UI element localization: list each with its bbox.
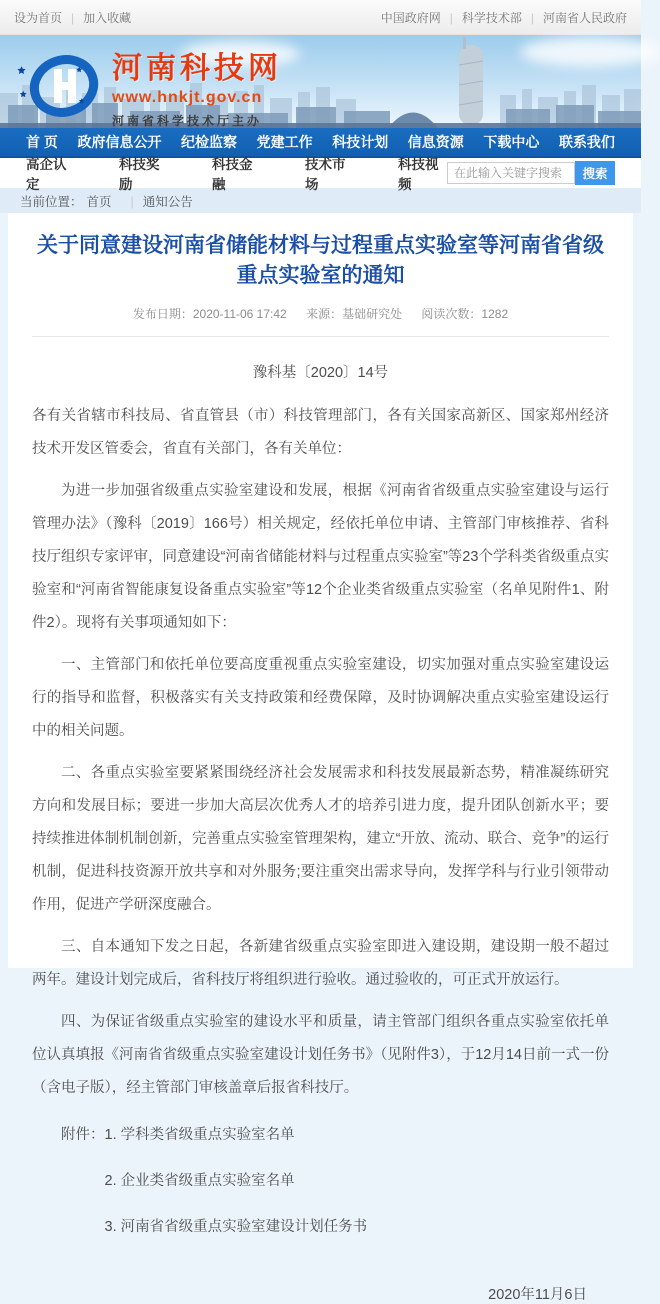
topbar-left-links — [14, 9, 131, 26]
source: 来源：基础研究处 — [306, 307, 403, 321]
salutation: 各有关省辖市科技局、省直管县（市）科技管理部门，各有关国家高新区、国家郑州经济技术开发区管委会，省直有关部门，各有关单位： — [32, 408, 609, 457]
topbar-link[interactable]: 中国政府网 — [380, 10, 441, 25]
subnav-item[interactable]: 技术市场 — [305, 157, 346, 192]
topbar-link[interactable]: | 加入收藏 — [62, 9, 131, 26]
document-number: 豫科基〔2020〕14号 — [252, 365, 389, 381]
nav-item[interactable]: 联系我们 — [558, 134, 615, 150]
attachment-item: 1. 学科类省级重点实验室名单 — [104, 1127, 295, 1143]
view-count: 阅读次数：1282 — [421, 307, 509, 321]
paragraph: 为进一步加强省级重点实验室建设和发展，根据《河南省省级重点实验室建设与运行管理办法》（豫科〔2019〕166号）相关规定，经依托单位申请、主管部门审核推荐、省科技厅组织专家评审，同意建设“河南省储能材料与过程重点实验室”等23个学科类省级重点实验室和“河南省智能康复设备重点实验室”等12个企业类省级重点实验室（名单见附件1、附件2）。现将有关事项通知如下： — [32, 483, 609, 631]
breadcrumb-link[interactable]: | 通知公告 — [122, 192, 193, 210]
search-input[interactable] — [447, 162, 575, 184]
hn-logo-icon — [16, 53, 102, 119]
breadcrumb-link[interactable]: 首页 — [86, 194, 112, 209]
attachment-list — [105, 1119, 368, 1257]
topbar-link[interactable]: | 科学技术部 — [441, 9, 522, 26]
notice-article — [8, 213, 633, 1303]
article-meta — [32, 305, 609, 337]
attachments — [61, 1119, 609, 1257]
page-title: 关于同意建设河南省储能材料与过程重点实验室等河南省省级重点实验室的通知 — [37, 234, 604, 287]
topbar-right-links — [381, 9, 627, 26]
site-url: www.hnkjt.gov.cn — [112, 89, 263, 106]
nav-item[interactable]: 党建工作 — [256, 134, 313, 150]
breadcrumb-label: 当前位置： — [20, 194, 83, 209]
article-body — [32, 400, 609, 1105]
topbar-link[interactable]: 设为首页 — [14, 10, 63, 25]
attachment-item: 3. 河南省省级重点实验室建设计划任务书 — [104, 1219, 368, 1235]
paragraph: 三、自本通知下发之日起，各新建省级重点实验室即进入建设期，建设期一般不超过两年。建设计划完成后，省科技厅将组织进行验收。通过验收的，可正式开放运行。 — [32, 939, 609, 988]
sub-nav — [0, 157, 641, 192]
paragraph: 一、主管部门和依托单位要高度重视重点实验室建设，切实加强对重点实验室建设运行的指导和监督，积极落实有关支持政策和经费保障，及时协调解决重点实验室建设运行中的相关问题。 — [32, 657, 609, 739]
subnav-item[interactable]: 科技金融 — [212, 157, 253, 192]
attachments-label: 附件： — [61, 1127, 105, 1143]
search-button[interactable]: 搜索 — [575, 161, 615, 185]
site-host: 河南省科学技术厅主办 — [112, 114, 263, 128]
search-box — [447, 161, 615, 185]
top-utility-bar — [0, 0, 641, 35]
attachment-item: 2. 企业类省级重点实验室名单 — [104, 1173, 295, 1189]
page-body — [0, 213, 641, 1303]
nav-item[interactable]: 首 页 — [26, 134, 58, 150]
issue-date: 2020年11月6日 — [488, 1287, 587, 1303]
subnav-item[interactable]: 高企认定 — [26, 157, 67, 192]
subnav-item[interactable]: 科技视频 — [398, 157, 439, 192]
nav-item[interactable]: 信息资源 — [407, 134, 464, 150]
site-brand[interactable] — [16, 43, 282, 129]
nav-item[interactable]: 纪检监察 — [181, 134, 238, 150]
site-name: 河南科技网 — [112, 52, 282, 85]
publish-date: 发布日期：2020-11-06 17:42 — [132, 307, 287, 321]
subnav-items — [26, 153, 447, 193]
subnav-item[interactable]: 科技奖励 — [119, 157, 160, 192]
nav-item[interactable]: 政府信息公开 — [77, 134, 162, 150]
nav-item[interactable]: 下载中心 — [483, 134, 540, 150]
paragraph: 二、各重点实验室要紧紧围绕经济社会发展需求和科技发展最新态势，精准凝练研究方向和发展目标；要进一步加大高层次优秀人才的培养引进力度，提升团队创新水平；要持续推进体制机制创新，完善重点实验室管理架构，建立“开放、流动、联合、竞争”的运行机制，促进科技资源开放共享和对外服务;要注重突出需求导向，发挥学科与行业引领带动作用，促进产学研深度融合。 — [32, 765, 609, 913]
paragraph: 四、为保证省级重点实验室的建设水平和质量，请主管部门组织各重点实验室依托单位认真填报《河南省省级重点实验室建设计划任务书》（见附件3），于12月14日前一式一份（含电子版），经主管部门审核盖章后报省科技厅。 — [32, 1014, 609, 1096]
topbar-link[interactable]: | 河南省人民政府 — [522, 9, 627, 26]
nav-item[interactable]: 科技计划 — [332, 134, 389, 150]
site-banner — [0, 35, 641, 128]
